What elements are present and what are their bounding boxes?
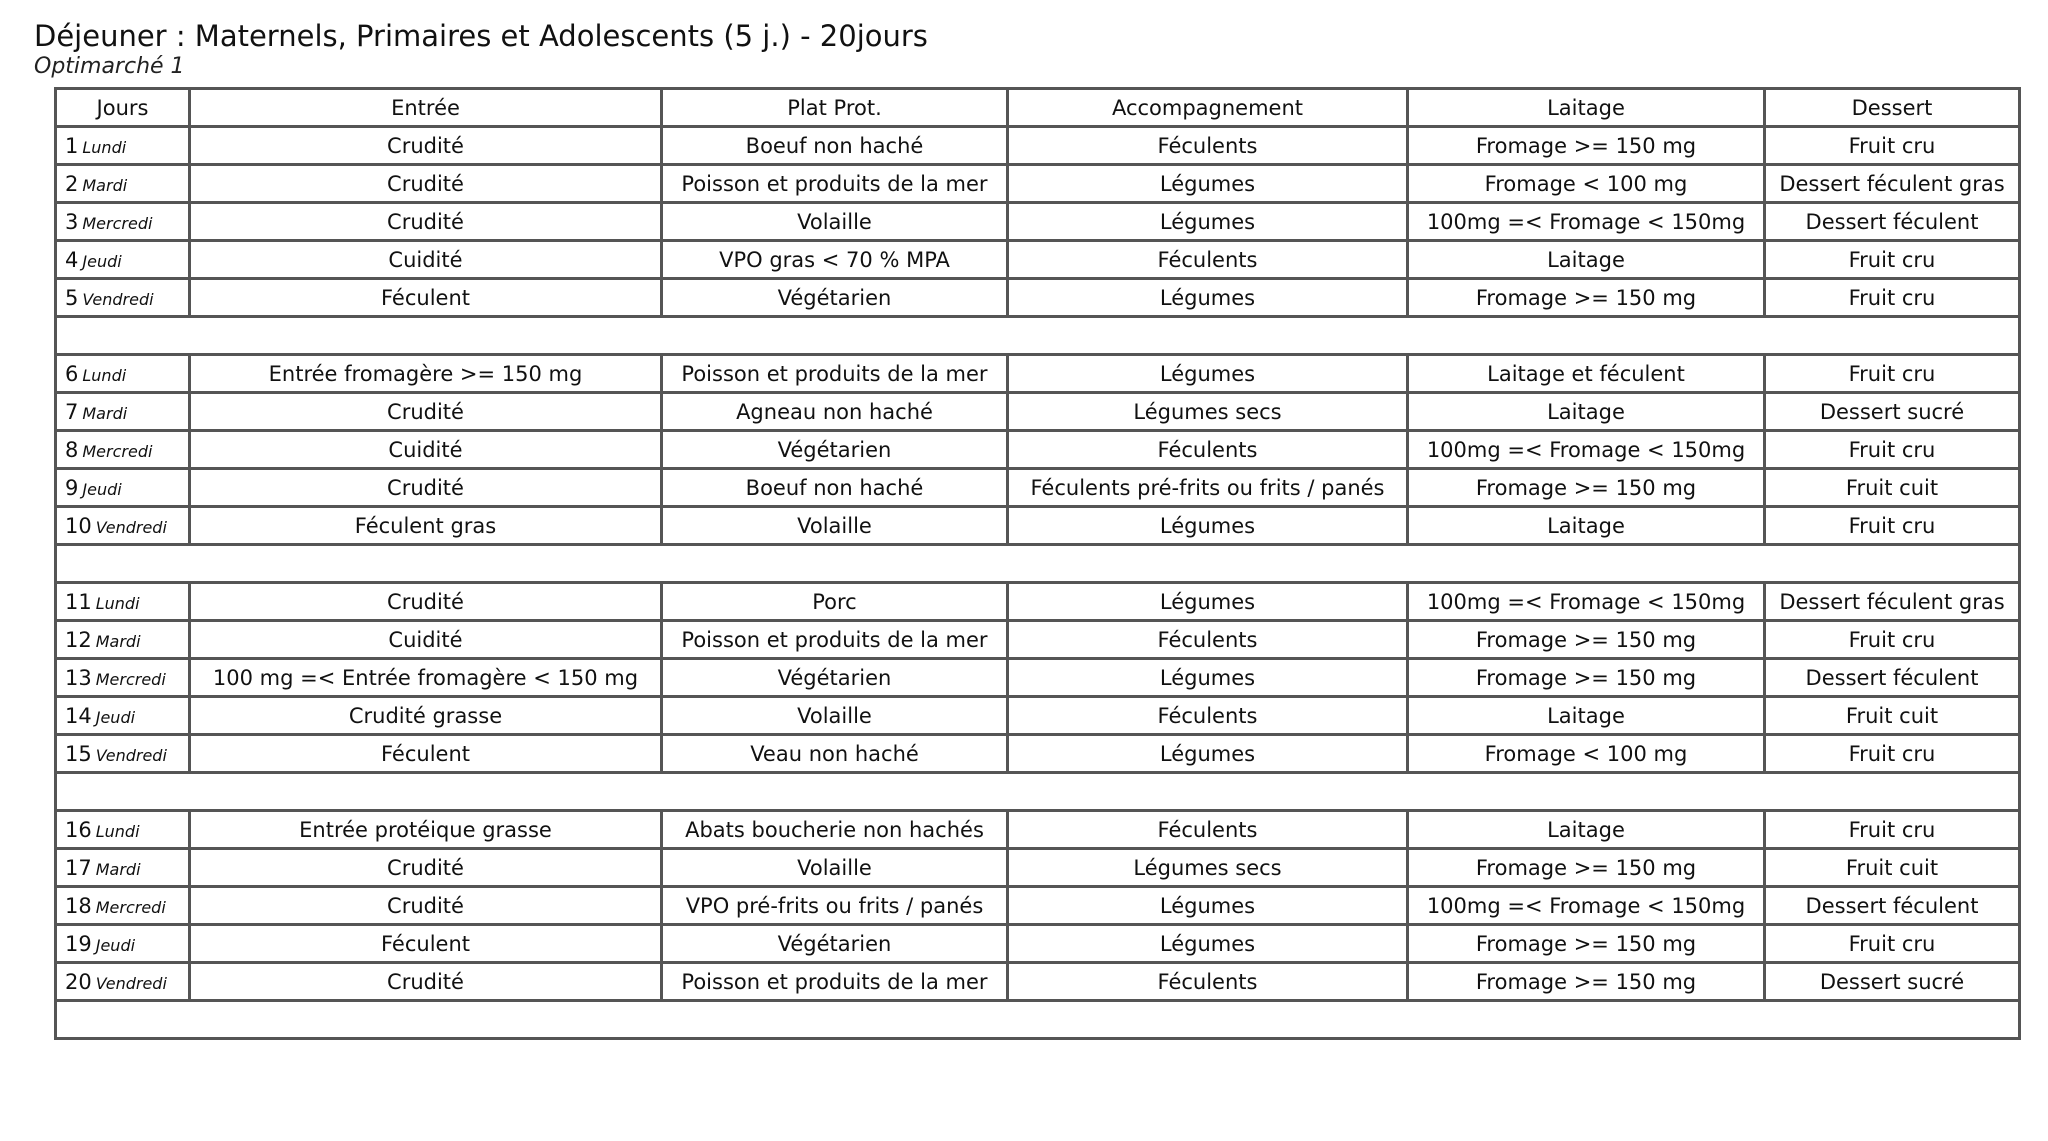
- cell-entree: Féculent gras: [190, 507, 662, 545]
- table-row: [56, 697, 2020, 735]
- cell-day: [56, 279, 190, 317]
- week-separator-row: [56, 1001, 2020, 1039]
- cell-entree: Féculent: [190, 925, 662, 963]
- cell-accompagnement: Légumes: [1008, 925, 1408, 963]
- header-row: [56, 89, 2020, 127]
- day-number: 16: [65, 817, 92, 842]
- table-row: [56, 507, 2020, 545]
- cell-plat: Poisson et produits de la mer: [662, 621, 1008, 659]
- cell-plat: Abats boucherie non hachés: [662, 811, 1008, 849]
- cell-laitage: 100mg =< Fromage < 150mg: [1408, 583, 1765, 621]
- cell-laitage: Fromage >= 150 mg: [1408, 279, 1765, 317]
- day-number: 10: [65, 513, 92, 538]
- cell-accompagnement: Féculents pré-frits ou frits / panés: [1008, 469, 1408, 507]
- cell-accompagnement: Légumes: [1008, 203, 1408, 241]
- cell-accompagnement: Féculents: [1008, 811, 1408, 849]
- table-row: [56, 811, 2020, 849]
- cell-plat: Végétarien: [662, 659, 1008, 697]
- cell-accompagnement: Légumes: [1008, 583, 1408, 621]
- cell-dessert: Fruit cru: [1765, 621, 2020, 659]
- cell-day: [56, 925, 190, 963]
- cell-dessert: Dessert sucré: [1765, 963, 2020, 1001]
- cell-entree: Crudité: [190, 963, 662, 1001]
- cell-entree: Crudité: [190, 203, 662, 241]
- cell-accompagnement: Féculents: [1008, 127, 1408, 165]
- page-title: Déjeuner : Maternels, Primaires et Adolescents (5 j.) - 20jours: [34, 19, 928, 53]
- cell-dessert: Fruit cuit: [1765, 849, 2020, 887]
- cell-entree: Cuidité: [190, 241, 662, 279]
- cell-plat: VPO pré-frits ou frits / panés: [662, 887, 1008, 925]
- menu-table: [54, 87, 2021, 1040]
- cell-dessert: Fruit cru: [1765, 127, 2020, 165]
- cell-dessert: Fruit cru: [1765, 925, 2020, 963]
- cell-plat: VPO gras < 70 % MPA: [662, 241, 1008, 279]
- cell-day: [56, 697, 190, 735]
- cell-dessert: Fruit cru: [1765, 811, 2020, 849]
- table-row: [56, 735, 2020, 773]
- day-name: Lundi: [95, 821, 140, 841]
- cell-plat: Boeuf non haché: [662, 127, 1008, 165]
- cell-laitage: Fromage >= 150 mg: [1408, 621, 1765, 659]
- cell-plat: Poisson et produits de la mer: [662, 165, 1008, 203]
- column-header-laitage: Laitage: [1408, 89, 1765, 127]
- day-number: 5: [65, 285, 79, 310]
- day-number: 14: [65, 703, 92, 728]
- cell-laitage: Fromage >= 150 mg: [1408, 849, 1765, 887]
- cell-plat: Végétarien: [662, 925, 1008, 963]
- cell-plat: Végétarien: [662, 279, 1008, 317]
- cell-day: [56, 659, 190, 697]
- cell-dessert: Dessert féculent: [1765, 887, 2020, 925]
- day-name: Mardi: [82, 175, 128, 195]
- week-separator-cell: [56, 545, 2020, 583]
- cell-entree: Féculent: [190, 735, 662, 773]
- day-name: Mercredi: [82, 213, 153, 233]
- day-number: 13: [65, 665, 92, 690]
- cell-plat: Boeuf non haché: [662, 469, 1008, 507]
- cell-laitage: Laitage: [1408, 697, 1765, 735]
- cell-plat: Porc: [662, 583, 1008, 621]
- cell-day: [56, 165, 190, 203]
- cell-dessert: Dessert féculent gras: [1765, 583, 2020, 621]
- column-header-plat: Plat Prot.: [662, 89, 1008, 127]
- cell-day: [56, 507, 190, 545]
- cell-day: [56, 963, 190, 1001]
- cell-plat: Volaille: [662, 849, 1008, 887]
- cell-laitage: Fromage < 100 mg: [1408, 735, 1765, 773]
- table-row: [56, 963, 2020, 1001]
- day-name: Lundi: [95, 593, 140, 613]
- cell-accompagnement: Féculents: [1008, 241, 1408, 279]
- day-name: Jeudi: [82, 251, 122, 271]
- day-number: 17: [65, 855, 92, 880]
- cell-laitage: Laitage: [1408, 811, 1765, 849]
- page-header: [34, 18, 928, 80]
- cell-accompagnement: Légumes: [1008, 279, 1408, 317]
- cell-accompagnement: Légumes: [1008, 507, 1408, 545]
- day-number: 2: [65, 171, 79, 196]
- cell-dessert: Dessert féculent gras: [1765, 165, 2020, 203]
- cell-laitage: Laitage: [1408, 241, 1765, 279]
- cell-dessert: Fruit cru: [1765, 355, 2020, 393]
- day-name: Mardi: [95, 859, 141, 879]
- cell-entree: Entrée protéique grasse: [190, 811, 662, 849]
- table-row: [56, 659, 2020, 697]
- day-name: Mardi: [95, 631, 141, 651]
- week-separator-cell: [56, 773, 2020, 811]
- cell-plat: Volaille: [662, 203, 1008, 241]
- cell-dessert: Fruit cuit: [1765, 697, 2020, 735]
- cell-day: [56, 735, 190, 773]
- cell-entree: Crudité: [190, 393, 662, 431]
- day-number: 18: [65, 893, 92, 918]
- cell-accompagnement: Légumes: [1008, 887, 1408, 925]
- cell-accompagnement: Légumes: [1008, 355, 1408, 393]
- cell-day: [56, 469, 190, 507]
- day-number: 9: [65, 475, 79, 500]
- day-number: 3: [65, 209, 79, 234]
- cell-day: [56, 127, 190, 165]
- day-number: 8: [65, 437, 79, 462]
- table-row: [56, 127, 2020, 165]
- cell-day: [56, 431, 190, 469]
- table-row: [56, 165, 2020, 203]
- cell-laitage: Fromage >= 150 mg: [1408, 469, 1765, 507]
- day-number: 11: [65, 589, 92, 614]
- table-row: [56, 203, 2020, 241]
- table-row: [56, 393, 2020, 431]
- cell-plat: Volaille: [662, 697, 1008, 735]
- cell-laitage: Laitage: [1408, 507, 1765, 545]
- cell-entree: Crudité: [190, 849, 662, 887]
- column-header-jours: Jours: [56, 89, 190, 127]
- cell-dessert: Dessert sucré: [1765, 393, 2020, 431]
- day-name: Mercredi: [82, 441, 153, 461]
- table-row: [56, 849, 2020, 887]
- day-number: 1: [65, 133, 79, 158]
- page-subtitle: Optimarché 1: [34, 54, 185, 79]
- cell-dessert: Fruit cru: [1765, 431, 2020, 469]
- cell-accompagnement: Féculents: [1008, 697, 1408, 735]
- cell-dessert: Dessert féculent: [1765, 659, 2020, 697]
- cell-plat: Volaille: [662, 507, 1008, 545]
- week-separator-cell: [56, 317, 2020, 355]
- cell-laitage: Fromage >= 150 mg: [1408, 127, 1765, 165]
- cell-plat: Poisson et produits de la mer: [662, 963, 1008, 1001]
- cell-day: [56, 621, 190, 659]
- table-row: [56, 241, 2020, 279]
- day-name: Jeudi: [95, 935, 136, 955]
- cell-dessert: Fruit cru: [1765, 507, 2020, 545]
- cell-laitage: Fromage >= 150 mg: [1408, 925, 1765, 963]
- cell-laitage: Fromage < 100 mg: [1408, 165, 1765, 203]
- table-row: [56, 355, 2020, 393]
- cell-entree: Féculent: [190, 279, 662, 317]
- cell-accompagnement: Féculents: [1008, 621, 1408, 659]
- table-row: [56, 583, 2020, 621]
- cell-dessert: Fruit cru: [1765, 279, 2020, 317]
- day-number: 4: [65, 247, 79, 272]
- menu-body: [56, 127, 2020, 1039]
- day-name: Jeudi: [95, 707, 136, 727]
- cell-day: [56, 887, 190, 925]
- cell-day: [56, 583, 190, 621]
- week-separator-row: [56, 317, 2020, 355]
- cell-accompagnement: Légumes: [1008, 165, 1408, 203]
- cell-entree: Crudité: [190, 127, 662, 165]
- day-name: Vendredi: [95, 517, 167, 537]
- cell-laitage: 100mg =< Fromage < 150mg: [1408, 887, 1765, 925]
- week-separator-row: [56, 773, 2020, 811]
- cell-accompagnement: Légumes secs: [1008, 393, 1408, 431]
- day-name: Lundi: [82, 365, 127, 385]
- cell-laitage: Fromage >= 150 mg: [1408, 659, 1765, 697]
- day-name: Mercredi: [95, 669, 166, 689]
- cell-day: [56, 811, 190, 849]
- cell-accompagnement: Légumes: [1008, 659, 1408, 697]
- cell-dessert: Fruit cru: [1765, 735, 2020, 773]
- day-number: 15: [65, 741, 92, 766]
- day-name: Vendredi: [95, 973, 167, 993]
- cell-accompagnement: Féculents: [1008, 963, 1408, 1001]
- cell-accompagnement: Légumes: [1008, 735, 1408, 773]
- day-name: Mercredi: [95, 897, 166, 917]
- cell-entree: Cuidité: [190, 431, 662, 469]
- cell-entree: Crudité: [190, 583, 662, 621]
- week-separator-row: [56, 545, 2020, 583]
- cell-laitage: 100mg =< Fromage < 150mg: [1408, 203, 1765, 241]
- cell-day: [56, 355, 190, 393]
- cell-entree: Crudité: [190, 887, 662, 925]
- cell-entree: Entrée fromagère >= 150 mg: [190, 355, 662, 393]
- cell-entree: Crudité: [190, 165, 662, 203]
- table-row: [56, 469, 2020, 507]
- cell-plat: Poisson et produits de la mer: [662, 355, 1008, 393]
- cell-laitage: 100mg =< Fromage < 150mg: [1408, 431, 1765, 469]
- cell-laitage: Laitage: [1408, 393, 1765, 431]
- table-row: [56, 621, 2020, 659]
- cell-day: [56, 849, 190, 887]
- cell-day: [56, 203, 190, 241]
- day-name: Jeudi: [82, 479, 122, 499]
- day-number: 7: [65, 399, 79, 424]
- cell-plat: Veau non haché: [662, 735, 1008, 773]
- day-name: Vendredi: [82, 289, 154, 309]
- table-row: [56, 431, 2020, 469]
- cell-dessert: Dessert féculent: [1765, 203, 2020, 241]
- day-name: Lundi: [82, 137, 127, 157]
- day-number: 12: [65, 627, 92, 652]
- cell-dessert: Fruit cru: [1765, 241, 2020, 279]
- cell-entree: 100 mg =< Entrée fromagère < 150 mg: [190, 659, 662, 697]
- week-separator-cell: [56, 1001, 2020, 1039]
- cell-entree: Cuidité: [190, 621, 662, 659]
- table-row: [56, 887, 2020, 925]
- cell-dessert: Fruit cuit: [1765, 469, 2020, 507]
- cell-day: [56, 241, 190, 279]
- cell-accompagnement: Féculents: [1008, 431, 1408, 469]
- day-name: Vendredi: [95, 745, 167, 765]
- day-name: Mardi: [82, 403, 128, 423]
- table-row: [56, 279, 2020, 317]
- cell-plat: Végétarien: [662, 431, 1008, 469]
- column-header-dessert: Dessert: [1765, 89, 2020, 127]
- cell-plat: Agneau non haché: [662, 393, 1008, 431]
- cell-entree: Crudité grasse: [190, 697, 662, 735]
- column-header-accompagnement: Accompagnement: [1008, 89, 1408, 127]
- cell-accompagnement: Légumes secs: [1008, 849, 1408, 887]
- day-number: 20: [65, 969, 92, 994]
- cell-laitage: Laitage et féculent: [1408, 355, 1765, 393]
- cell-day: [56, 393, 190, 431]
- column-header-entree: Entrée: [190, 89, 662, 127]
- cell-laitage: Fromage >= 150 mg: [1408, 963, 1765, 1001]
- day-number: 19: [65, 931, 92, 956]
- table-row: [56, 925, 2020, 963]
- cell-entree: Crudité: [190, 469, 662, 507]
- day-number: 6: [65, 361, 79, 386]
